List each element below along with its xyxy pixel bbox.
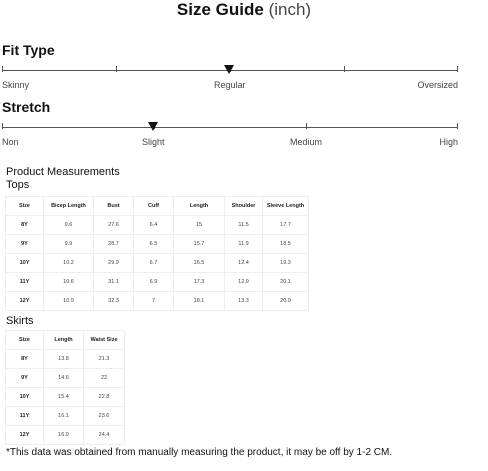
value-cell: 17.7 xyxy=(263,216,309,235)
table-row xyxy=(6,369,125,388)
column-header: Bicep Length xyxy=(44,197,94,216)
tops-heading: Tops xyxy=(6,179,30,191)
title-unit: (inch) xyxy=(268,0,312,19)
table-row xyxy=(6,216,309,235)
fit-type-label-oversized: Oversized xyxy=(417,80,458,90)
stretch-tick xyxy=(306,123,307,129)
fit-type-tick xyxy=(116,66,117,72)
value-cell: 6.9 xyxy=(134,273,174,292)
stretch-scale xyxy=(2,120,458,150)
page-title xyxy=(0,0,488,20)
value-cell: 28.7 xyxy=(94,235,134,254)
value-cell: 10.2 xyxy=(44,254,94,273)
size-cell: 9Y xyxy=(6,235,44,254)
skirts-table xyxy=(5,330,125,445)
value-cell: 27.6 xyxy=(94,216,134,235)
table-row xyxy=(6,273,309,292)
table-row xyxy=(6,388,125,407)
size-cell: 12Y xyxy=(6,292,44,311)
value-cell: 16.5 xyxy=(174,254,225,273)
value-cell: 18.5 xyxy=(263,235,309,254)
fit-type-label-skinny: Skinny xyxy=(2,80,30,90)
value-cell: 20.9 xyxy=(263,292,309,311)
size-cell: 8Y xyxy=(6,350,44,369)
table-header-row xyxy=(6,331,125,350)
value-cell: 6.5 xyxy=(134,235,174,254)
fit-type-tick xyxy=(2,66,3,72)
value-cell: 17.3 xyxy=(174,273,225,292)
size-cell: 10Y xyxy=(6,388,44,407)
value-cell: 12.9 xyxy=(225,273,263,292)
fit-type-scale xyxy=(2,63,458,93)
stretch-label-non: Non xyxy=(2,137,19,147)
column-header: Bust xyxy=(94,197,134,216)
column-header: Length xyxy=(174,197,225,216)
value-cell: 32.3 xyxy=(94,292,134,311)
stretch-label-slight: Slight xyxy=(142,137,165,147)
table-row xyxy=(6,235,309,254)
value-cell: 14.6 xyxy=(44,369,84,388)
value-cell: 9.9 xyxy=(44,235,94,254)
fit-type-tick xyxy=(457,66,458,72)
value-cell: 16.9 xyxy=(44,426,84,445)
value-cell: 18.1 xyxy=(174,292,225,311)
column-header: Size xyxy=(6,331,44,350)
size-cell: 8Y xyxy=(6,216,44,235)
tops-table xyxy=(5,196,309,311)
size-cell: 9Y xyxy=(6,369,44,388)
value-cell: 15.4 xyxy=(44,388,84,407)
table-row xyxy=(6,254,309,273)
table-row xyxy=(6,407,125,426)
size-cell: 12Y xyxy=(6,426,44,445)
value-cell: 10.9 xyxy=(44,292,94,311)
value-cell: 19.3 xyxy=(263,254,309,273)
fit-type-heading: Fit Type xyxy=(2,42,55,58)
value-cell: 22 xyxy=(84,369,125,388)
fit-type-tick xyxy=(344,66,345,72)
column-header: Waist Size xyxy=(84,331,125,350)
value-cell: 6.4 xyxy=(134,216,174,235)
value-cell: 11.9 xyxy=(225,235,263,254)
title-main: Size Guide xyxy=(176,0,264,19)
value-cell: 31.1 xyxy=(94,273,134,292)
stretch-tick xyxy=(2,123,3,129)
column-header: Length xyxy=(44,331,84,350)
value-cell: 21.3 xyxy=(84,350,125,369)
table-row xyxy=(6,426,125,445)
value-cell: 16.1 xyxy=(44,407,84,426)
stretch-marker-icon xyxy=(148,122,158,131)
value-cell: 15.7 xyxy=(174,235,225,254)
column-header: Cuff xyxy=(134,197,174,216)
value-cell: 7 xyxy=(134,292,174,311)
stretch-tick xyxy=(457,123,458,129)
size-cell: 10Y xyxy=(6,254,44,273)
value-cell: 15 xyxy=(174,216,225,235)
column-header: Sleeve Length xyxy=(263,197,309,216)
value-cell: 24.4 xyxy=(84,426,125,445)
value-cell: 6.7 xyxy=(134,254,174,273)
value-cell: 9.6 xyxy=(44,216,94,235)
column-header: Size xyxy=(6,197,44,216)
value-cell: 22.8 xyxy=(84,388,125,407)
fit-type-marker-icon xyxy=(224,65,234,74)
stretch-label-medium: Medium xyxy=(290,137,323,147)
value-cell: 20.1 xyxy=(263,273,309,292)
value-cell: 29.9 xyxy=(94,254,134,273)
value-cell: 13.3 xyxy=(225,292,263,311)
stretch-line xyxy=(2,127,458,128)
size-cell: 11Y xyxy=(6,407,44,426)
table-row xyxy=(6,350,125,369)
value-cell: 12.4 xyxy=(225,254,263,273)
value-cell: 10.6 xyxy=(44,273,94,292)
measurements-heading: Product Measurements xyxy=(6,166,120,178)
table-row xyxy=(6,292,309,311)
column-header: Shoulder xyxy=(225,197,263,216)
measurement-note: *This data was obtained from manually measuring the product, it may be off by 1-2 CM. xyxy=(6,447,393,458)
fit-type-label-regular: Regular xyxy=(214,80,246,90)
value-cell: 23.6 xyxy=(84,407,125,426)
value-cell: 11.5 xyxy=(225,216,263,235)
table-header-row xyxy=(6,197,309,216)
skirts-heading: Skirts xyxy=(6,315,34,327)
stretch-heading: Stretch xyxy=(2,99,51,115)
value-cell: 13.8 xyxy=(44,350,84,369)
stretch-label-high: High xyxy=(439,137,458,147)
size-cell: 11Y xyxy=(6,273,44,292)
